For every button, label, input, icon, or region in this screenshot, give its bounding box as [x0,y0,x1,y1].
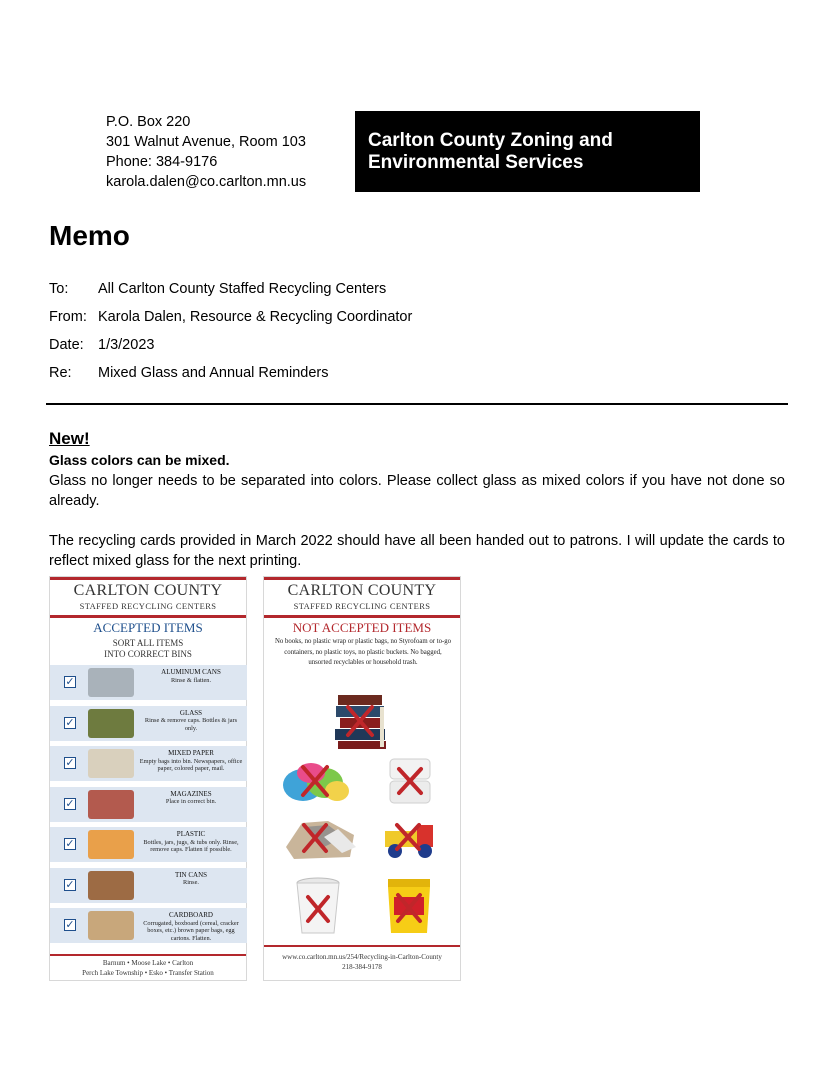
address-po-box: P.O. Box 220 [106,114,191,130]
item-text [138,791,244,806]
address-email: karola.dalen@co.carlton.mn.us [106,174,307,190]
books-image [334,691,390,751]
item-name: ALUMINUM CANS [161,668,221,676]
item-name: CARDBOARD [169,911,213,919]
from-label: From: [49,309,87,325]
accepted-items-card [49,576,247,981]
item-text [138,831,244,854]
not-accepted-description: No books, no plastic wrap or plastic bags, no Styrofoam or to-go containers, no plastic toys, no plastic buckets. No bagged, unsorted recyclables or household trash. [274,638,452,666]
item-description: Rinse. [183,879,199,886]
card-footer-towns-2: Perch Lake Township • Esko • Transfer Station [82,969,214,977]
to-label: To: [49,281,69,297]
item-name: GLASS [179,708,203,717]
glass-paragraph: Glass no longer needs to be separated into colors. Please collect glass as mixed colors if you have not done so already. [49,473,785,509]
card-header [264,582,460,611]
item-description: Rinse & remove caps. Bottles & jars only. [144,717,238,732]
item-description: Corrugated, boxboard (cereal, cracker boxes, etc.) brown paper bags, egg cartons. Flatten. [143,919,239,942]
checkbox-icon: ✓ [65,838,75,850]
agency-line-2: Environmental Services [368,152,584,173]
card-top-bar [50,577,246,580]
to-value: All Carlton County Staffed Recycling Centers [98,281,387,297]
checkbox-icon: ✓ [65,716,75,729]
checkbox-icon: ✓ [65,878,75,891]
address-block [106,112,306,192]
accepted-sort-line-1: SORT ALL ITEMS [112,638,184,648]
re-label: Re: [49,365,72,381]
plastic-toy-image [381,819,439,861]
card-title: CARLTON COUNTY [287,582,437,599]
item-name: PLASTIC [176,830,206,838]
item-image [88,668,134,697]
item-text [138,912,244,942]
accepted-item-row [50,787,247,822]
item-text [138,710,244,733]
item-image [88,911,134,940]
accepted-section-title: ACCEPTED ITEMS [93,620,203,635]
header-divider [46,403,788,405]
checkbox-icon: ✓ [65,757,75,769]
item-name: MAGAZINES [170,789,212,798]
item-image [88,790,134,819]
from-value: Karola Dalen, Resource & Recycling Coordinator [98,309,413,325]
item-name: TIN CANS [174,870,208,879]
new-heading: New! [49,429,90,448]
item-image [88,709,134,738]
plastic-wrap-image [284,817,360,861]
glass-subheading: Glass colors can be mixed. [49,452,230,468]
item-description: Place in correct bin. [165,798,217,805]
accepted-item-row [50,908,247,943]
item-description: Rinse & flatten. [170,676,212,684]
card-footer-url: www.co.carlton.mn.us/254/Recycling-in-Carlton-County [282,953,442,961]
checkbox-icon: ✓ [65,676,75,688]
cards-paragraph: The recycling cards provided in March 2022 should have all been handed out to patrons. I will update the cards to reflect mixed glass for the next printing. [49,533,785,569]
card-header [50,582,246,611]
re-value: Mixed Glass and Annual Reminders [98,365,329,381]
memo-title: Memo [49,220,130,251]
not-accepted-items-card [263,576,461,981]
card-divider [264,615,460,618]
styrofoam-container-image [387,755,433,807]
agency-banner [355,111,700,192]
item-description: Bottles, jars, jugs, & tubs only. Rinse, remove caps. Flatten if possible. [143,838,239,853]
address-street: 301 Walnut Avenue, Room 103 [106,134,306,150]
accepted-item-row [50,868,247,903]
white-bucket-image [294,875,342,937]
card-subtitle: STAFFED RECYCLING CENTERS [79,601,217,611]
item-text [138,872,244,887]
accepted-item-row [50,706,247,741]
address-phone: Phone: 384-9176 [106,154,218,170]
item-text [138,750,244,773]
accepted-sort-line-2: INTO CORRECT BINS [104,649,192,659]
accepted-item-row [50,746,247,781]
item-image [88,871,134,900]
yellow-bucket-image [384,875,434,937]
checkbox-icon: ✓ [65,797,75,810]
card-footer-divider [50,954,246,956]
checkbox-icon: ✓ [65,919,75,931]
not-accepted-section-title: NOT ACCEPTED ITEMS [292,620,432,635]
card-title: CARLTON COUNTY [73,582,223,599]
item-image [88,749,134,778]
date-value: 1/3/2023 [98,337,155,353]
card-subtitle: STAFFED RECYCLING CENTERS [293,601,431,611]
card-footer-divider [264,945,460,947]
card-top-bar [264,577,460,580]
card-footer-phone: 218-384-9178 [342,963,382,971]
date-label: Date: [49,337,84,353]
item-text [138,669,244,684]
item-name: MIXED PAPER [168,749,214,757]
card-divider [50,615,246,618]
agency-line-1: Carlton County Zoning and [368,130,613,151]
item-description: Empty bags into bin. Newspapers, office paper, colored paper, mail. [139,757,243,772]
plastic-bags-image [281,757,353,805]
item-image [88,830,134,859]
accepted-item-row [50,827,247,862]
accepted-item-row [50,665,247,700]
card-footer-towns-1: Barnum • Moose Lake • Carlton [102,959,194,967]
